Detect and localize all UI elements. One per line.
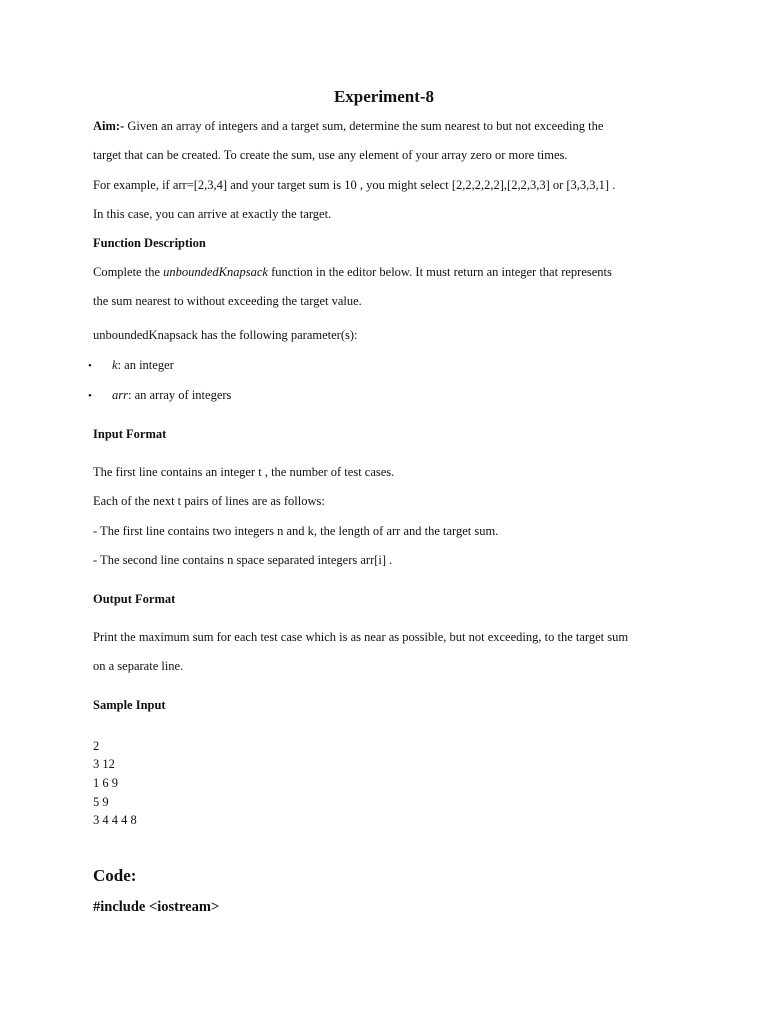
aim-case: In this case, you can arrive at exactly the target. xyxy=(93,207,332,221)
aim-example: For example, if arr=[2,3,4] and your target sum is 10 , you might select [2,2,2,2,2],[2,2,3,3] or [3,3,3,1] . xyxy=(93,178,616,192)
input-format-line-3: - The first line contains two integers n and k, the length of arr and the target sum. xyxy=(93,524,499,538)
param-desc: : an integer xyxy=(117,358,174,372)
bullet-icon: • xyxy=(88,360,92,372)
sample-input-line: 3 12 xyxy=(93,757,115,771)
function-description-heading: Function Description xyxy=(93,236,206,250)
sample-input-line: 2 xyxy=(93,739,100,753)
function-description-line-2: the sum nearest to without exceeding the target value. xyxy=(93,294,362,308)
param-name: arr xyxy=(112,388,128,402)
sample-input-line: 1 6 9 xyxy=(93,776,118,790)
param-item-arr xyxy=(112,388,231,403)
input-format-line-4: - The second line contains n space separated integers arr[i] . xyxy=(93,553,393,567)
aim-text-1: Given an array of integers and a target sum, determine the sum nearest to but not exceeding the xyxy=(124,119,604,133)
input-format-line-2: Each of the next t pairs of lines are as follows: xyxy=(93,494,325,508)
code-first-line: #include <iostream> xyxy=(93,899,220,915)
sample-input-line: 5 9 xyxy=(93,795,109,809)
fd-text-pre: Complete the xyxy=(93,265,164,279)
input-format-heading: Input Format xyxy=(93,427,167,441)
aim-label: Aim:- xyxy=(93,119,125,133)
param-desc: : an array of integers xyxy=(127,388,232,402)
function-name: unboundedKnapsack xyxy=(163,265,268,279)
fd-text-post: function in the editor below. It must return an integer that represents xyxy=(267,265,612,279)
output-format-heading: Output Format xyxy=(93,592,176,606)
sample-input-line: 3 4 4 4 8 xyxy=(93,813,137,827)
params-intro: unboundedKnapsack has the following parameter(s): xyxy=(93,328,358,342)
param-item-k xyxy=(112,358,174,373)
input-format-line-1: The first line contains an integer t , the number of test cases. xyxy=(93,465,395,479)
aim-line-2: target that can be created. To create the sum, use any element of your array zero or more times. xyxy=(93,148,568,162)
bullet-icon: • xyxy=(88,390,92,402)
output-format-line-1: Print the maximum sum for each test case which is as near as possible, but not exceeding, to the target sum xyxy=(93,630,629,644)
function-description-line-1 xyxy=(93,265,612,280)
param-name: k xyxy=(112,358,118,372)
output-format-line-2: on a separate line. xyxy=(93,659,184,673)
sample-input-heading: Sample Input xyxy=(93,698,166,712)
page-title: Experiment-8 xyxy=(333,87,435,106)
aim-line-1 xyxy=(93,119,603,134)
code-heading: Code: xyxy=(93,866,137,885)
